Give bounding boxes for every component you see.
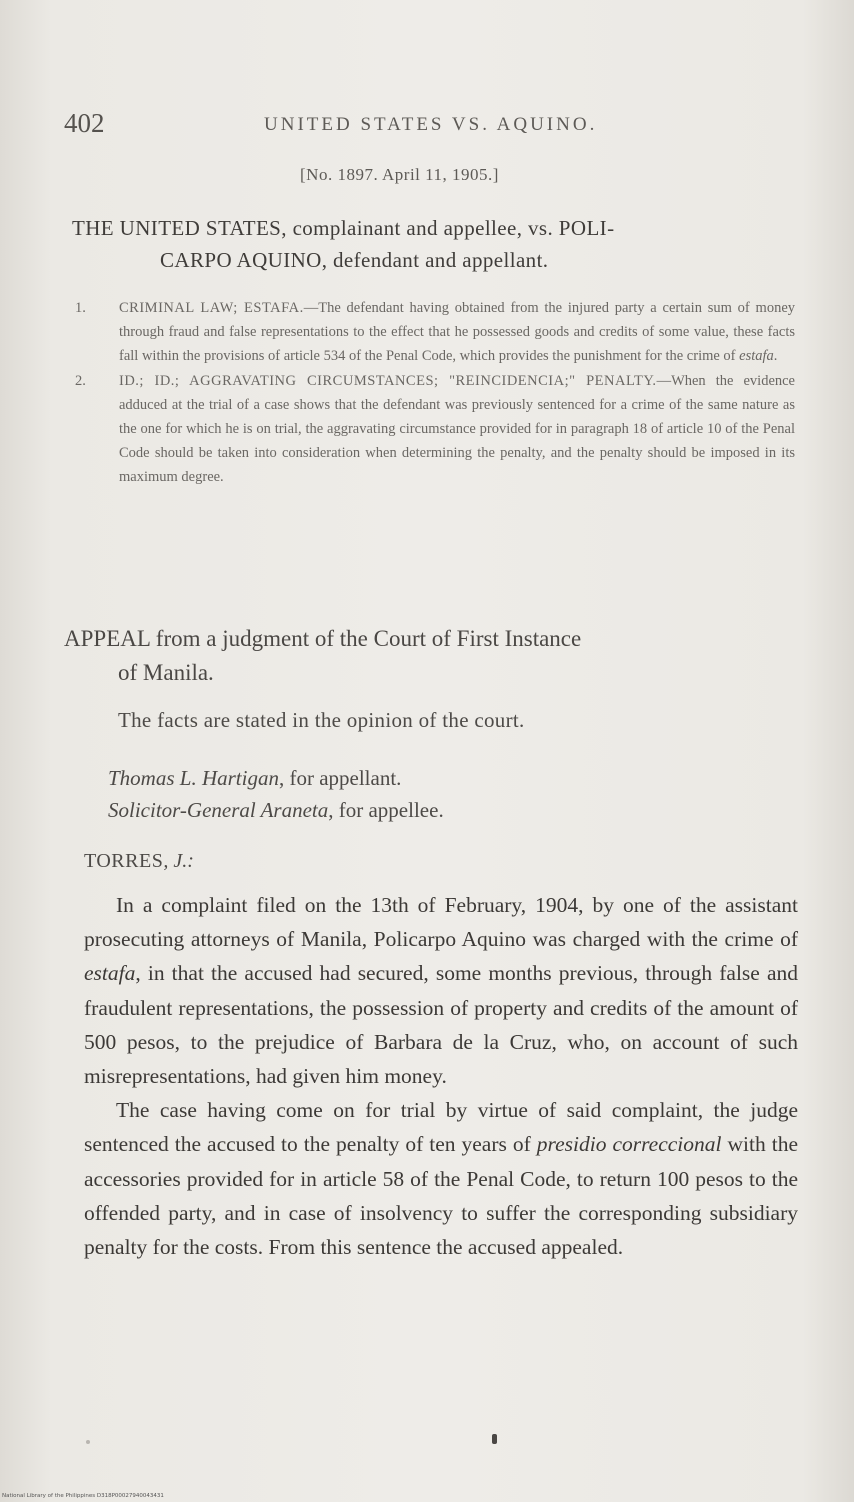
opinion-text: The case having come on for trial by virtue of said complaint, the judge sentenced the accused to the penalty of ten years of: [84, 1098, 798, 1157]
facts-statement: The facts are stated in the opinion of the court.: [118, 708, 525, 732]
syllabus-item: [75, 369, 795, 490]
appeal-line-1: APPEAL from a judgment of the Court of First Instance: [64, 626, 582, 651]
syllabus-text: —When the evidence adduced at the trial of a case shows that the defendant was previously sentenced for a crime of the same nature as the one for which he is on trial, the aggravating circumstance provided for in paragraph 18 of article 10 of the Penal Code should be taken into consideration when determining the penalty, and the penalty should be imposed in its maximum degree.: [119, 372, 795, 486]
counsel-name: Solicitor-General Araneta: [108, 798, 329, 822]
counsel-list: [108, 762, 444, 826]
syllabus-end: .: [773, 348, 778, 365]
appeal-line-2: of Manila.: [118, 660, 214, 685]
library-stamp: National Library of the Philippines D318P00027940043431: [2, 1493, 164, 1499]
syllabus-number: 1.: [75, 300, 86, 316]
syllabus: [75, 296, 795, 490]
opinion-text: In a complaint filed on the 13th of February, 1904, by one of the assistant prosecuting attorneys of Manila, Policarpo Aquino was charged with the crime of: [84, 893, 798, 952]
counsel-appellee: [108, 794, 444, 826]
running-title: UNITED STATES VS. AQUINO.: [264, 114, 598, 135]
syllabus-heading: ID.; ID.; AGGRAVATING CIRCUMSTANCES; "REINCIDENCIA;" PENALTY.: [119, 372, 657, 389]
opinion-text: , in that the accused had secured, some months previous, through false and fraudulent representations, the possession of property and credits of the amount of 500 pesos, to the prejudice of Barbara de la Cruz, who, on account of such misrepresentations, had given him money.: [84, 961, 798, 1089]
case-caption: [72, 212, 802, 276]
counsel-role: , for appellant.: [278, 766, 402, 790]
syllabus-italic: estafa: [739, 348, 774, 365]
page-mark: [492, 1434, 497, 1444]
opinion-italic: presidio correccional: [536, 1132, 722, 1157]
case-number: [No. 1897. April 11, 1905.]: [300, 165, 499, 184]
judge-name: [84, 850, 194, 873]
appeal-statement: [64, 622, 800, 690]
caption-line-1: THE UNITED STATES, complainant and appellee, vs. POLI-: [72, 216, 615, 240]
syllabus-item: [75, 296, 795, 369]
syllabus-number: 2.: [75, 372, 86, 389]
page-speck: [86, 1440, 90, 1444]
judge-surname: TORRES: [84, 850, 164, 872]
opinion-paragraph: [84, 1093, 798, 1264]
judge-suffix: , J.:: [163, 850, 194, 872]
counsel-role: , for appellee.: [328, 798, 444, 822]
syllabus-text: —The defendant having obtained from the injured party a certain sum of money through fraud and false representations to the effect that he possessed goods and credits of some value, these facts fall within the provisions of article 534 of the Penal Code, which provides the punishment for the crime of: [119, 300, 796, 365]
opinion-paragraph: [84, 888, 798, 1093]
caption-line-2: CARPO AQUINO, defendant and appellant.: [160, 248, 549, 272]
page-number: 402: [64, 108, 105, 138]
opinion-body: [84, 888, 798, 1264]
running-head: [64, 108, 814, 148]
syllabus-heading: CRIMINAL LAW; ESTAFA.: [119, 300, 304, 316]
opinion-italic: estafa: [84, 961, 136, 986]
counsel-appellant: [108, 762, 444, 794]
opinion-text: with the accessories provided for in article 58 of the Penal Code, to return 100 pesos to the offended party, and in case of insolvency to suffer the corresponding subsidiary penalty for the costs. From this sentence the accused appealed.: [84, 1132, 798, 1260]
counsel-name: Thomas L. Hartigan: [108, 766, 279, 790]
